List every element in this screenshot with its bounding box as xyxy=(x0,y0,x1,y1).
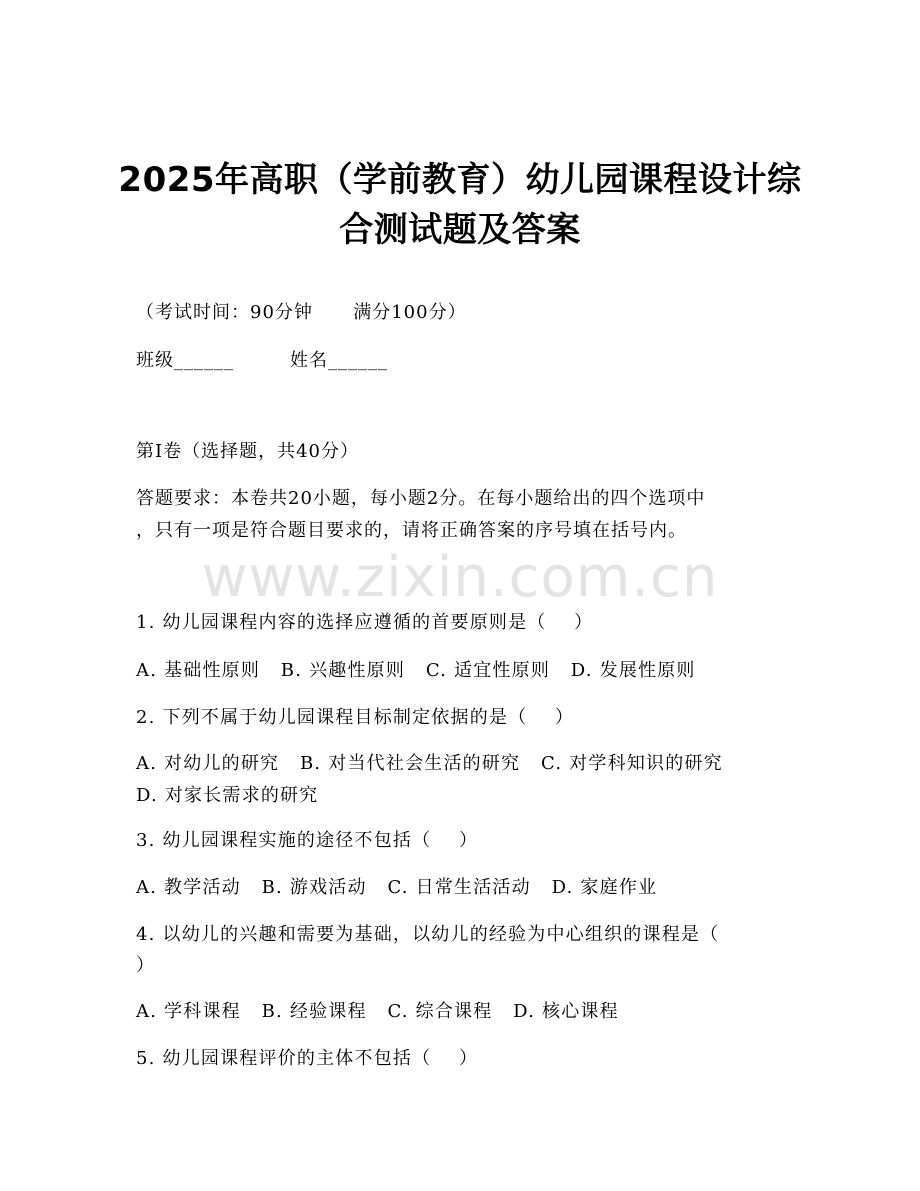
question-2-stem: 2. 下列不属于幼儿园课程目标制定依据的是（ ） xyxy=(136,707,575,728)
section-heading: 第I卷（选择题，共40分） xyxy=(136,441,360,462)
question-4-stem-line-1: 4. 以幼儿的兴趣和需要为基础，以幼儿的经验为中心组织的课程是（ xyxy=(136,924,720,945)
question-1-options: A. 基础性原则 B. 兴趣性原则 C. 适宜性原则 D. 发展性原则 xyxy=(136,660,696,681)
watermark: www.zixin.com.cn xyxy=(201,545,719,610)
document-title-line-2: 合测试题及答案 xyxy=(339,210,581,250)
exam-info: （考试时间：90分钟 满分100分） xyxy=(136,302,467,323)
question-1-stem: 1. 幼儿园课程内容的选择应遵循的首要原则是（ ） xyxy=(136,612,594,633)
document-title-line-1: 2025年高职（学前教育）幼儿园课程设计综 xyxy=(118,160,802,200)
name-field: 姓名______ xyxy=(290,350,388,371)
question-5-stem: 5. 幼儿园课程评价的主体不包括（ ） xyxy=(136,1048,479,1069)
answer-requirements-line-1: 答题要求：本卷共20小题，每小题2分。在每小题给出的四个选项中 xyxy=(136,488,706,509)
question-2-options-line-1: A. 对幼儿的研究 B. 对当代社会生活的研究 C. 对学科知识的研究 xyxy=(136,753,723,774)
question-2-options-line-2: D. 对家长需求的研究 xyxy=(136,785,319,806)
answer-requirements-line-2: ，只有一项是符合题目要求的，请将正确答案的序号填在括号内。 xyxy=(136,520,687,541)
class-field: 班级______ xyxy=(136,350,234,371)
question-4-stem-line-2: ） xyxy=(136,955,156,976)
question-4-options: A. 学科课程 B. 经验课程 C. 综合课程 D. 核心课程 xyxy=(136,1001,619,1022)
student-info-row xyxy=(136,348,388,374)
question-3-stem: 3. 幼儿园课程实施的途径不包括（ ） xyxy=(136,830,479,851)
question-3-options: A. 教学活动 B. 游戏活动 C. 日常生活活动 D. 家庭作业 xyxy=(136,877,658,898)
